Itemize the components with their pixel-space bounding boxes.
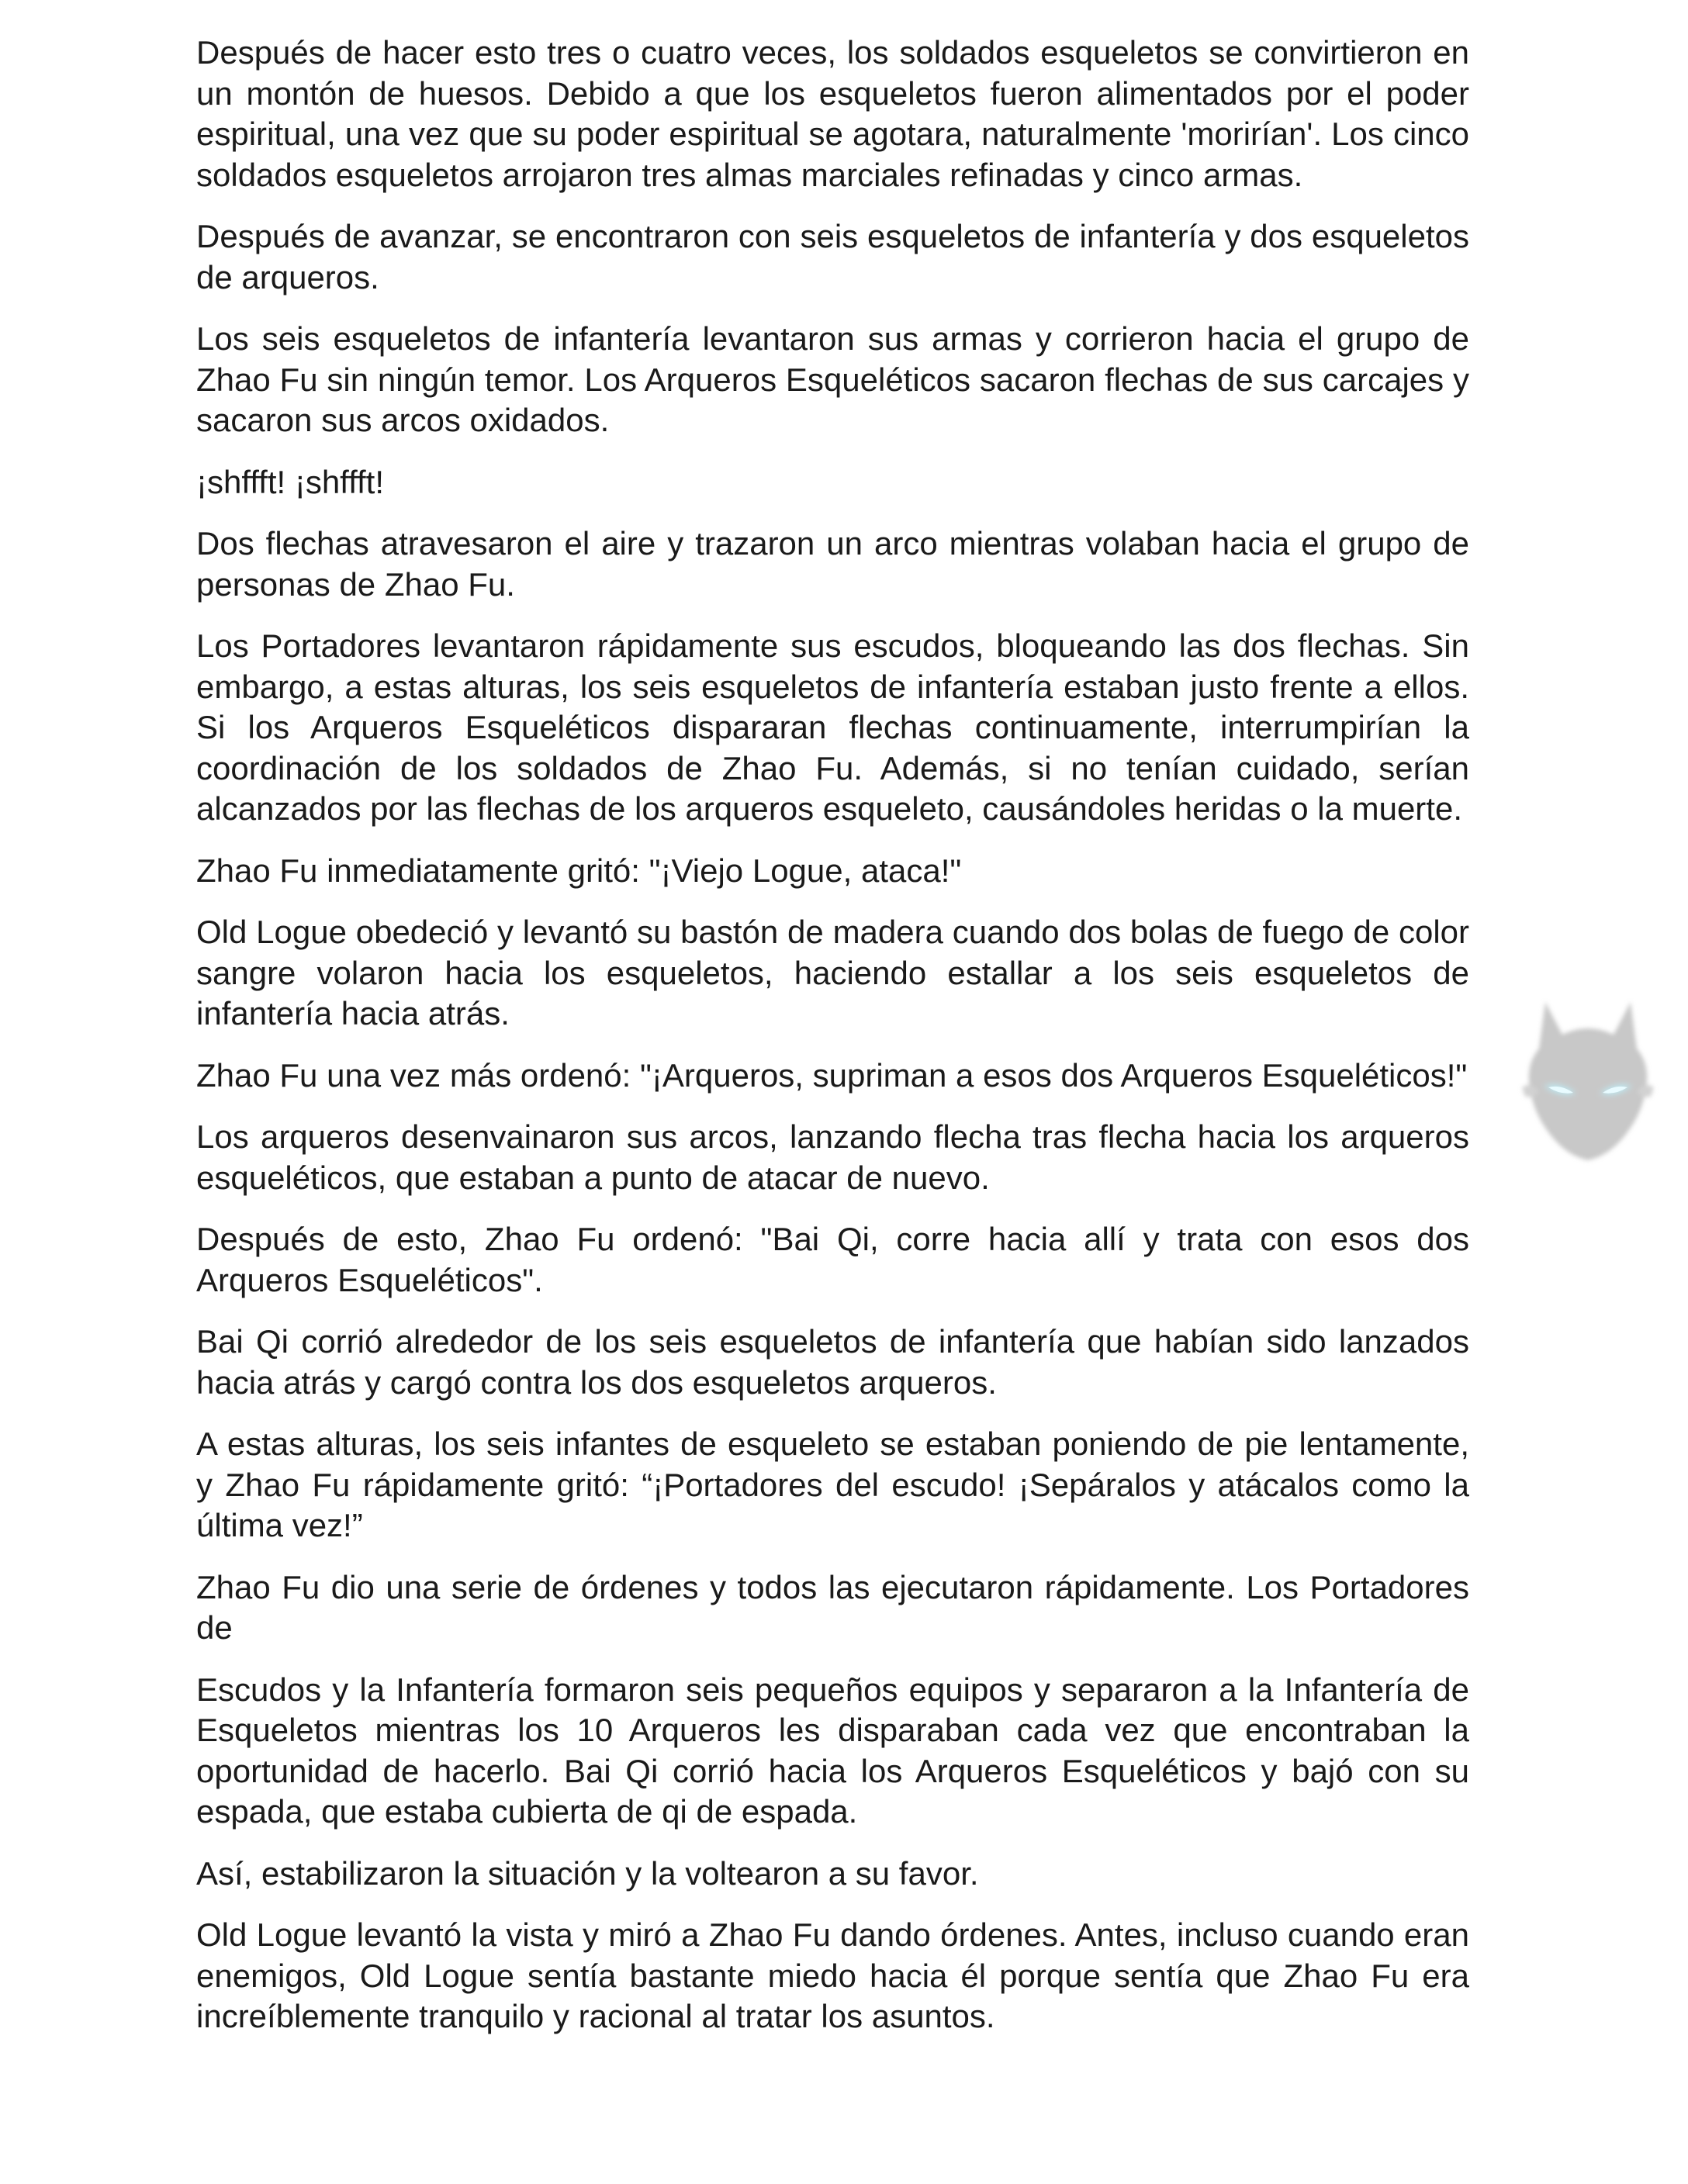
paragraph: Dos flechas atravesaron el aire y trazaron un arco mientras volaban hacia el grupo de personas de Zhao Fu. xyxy=(196,525,1469,603)
paragraph: Los arqueros desenvainaron sus arcos, lanzando flecha tras flecha hacia los arqueros esqueléticos, que estaban a punto de atacar de nuevo. xyxy=(196,1118,1469,1196)
paragraph: Los seis esqueletos de infantería levantaron sus armas y corrieron hacia el grupo de Zhao Fu sin ningún temor. Los Arqueros Esqueléticos sacaron flechas de sus carcajes y sacaron sus arcos oxidados. xyxy=(196,320,1469,438)
paragraph: Zhao Fu dio una serie de órdenes y todos las ejecutaron rápidamente. Los Portadores de xyxy=(196,1568,1469,1646)
paragraph: Escudos y la Infantería formaron seis pequeños equipos y separaron a la Infantería de Esqueletos mientras los 10 Arqueros les disparaban cada vez que encontraban la oportunidad de hacerlo. Bai Qi corrió hacia los Arqueros Esqueléticos y bajó con su espada, que estaba cubierta de qi de espada. xyxy=(196,1671,1469,1830)
paragraph: Zhao Fu inmediatamente gritó: "¡Viejo Logue, ataca!" xyxy=(196,852,962,889)
paragraph: Old Logue obedeció y levantó su bastón de madera cuando dos bolas de fuego de color sangre volaron hacia los esqueletos, haciendo estallar a los seis esqueletos de infantería hacia atrás. xyxy=(196,914,1469,1032)
paragraph: Zhao Fu una vez más ordenó: "¡Arqueros, supriman a esos dos Arqueros Esqueléticos!" xyxy=(196,1056,1468,1094)
paragraph: Bai Qi corrió alrededor de los seis esqueletos de infantería que habían sido lanzados hacia atrás y cargó contra los dos esqueletos arqueros. xyxy=(196,1323,1469,1401)
demon-head-icon xyxy=(1514,994,1662,1173)
paragraph: ¡shffft! ¡shffft! xyxy=(196,463,385,500)
paragraph: Después de esto, Zhao Fu ordenó: "Bai Qi, corre hacia allí y trata con esos dos Arqueros Esqueléticos". xyxy=(196,1221,1469,1298)
paragraph: Así, estabilizaron la situación y la voltearon a su favor. xyxy=(196,1854,979,1892)
paragraph: A estas alturas, los seis infantes de esqueleto se estaban poniendo de pie lentamente, y Zhao Fu rápidamente gritó: “¡Portadores del escudo! ¡Sepáralos y atácalos como la última vez!” xyxy=(196,1425,1469,1543)
paragraph: Después de avanzar, se encontraron con seis esqueletos de infantería y dos esqueletos de arqueros. xyxy=(196,218,1469,295)
paragraph: Old Logue levantó la vista y miró a Zhao Fu dando órdenes. Antes, incluso cuando eran enemigos, Old Logue sentía bastante miedo hacia él porque sentía que Zhao Fu era increíblemente tranquilo y racional al tratar los asuntos. xyxy=(196,1916,1469,2034)
paragraph: Después de hacer esto tres o cuatro veces, los soldados esqueletos se convirtieron en un montón de huesos. Debido a que los esqueletos fueron alimentados por el poder espiritual, una vez que su poder espiritual se agotara, naturalmente 'morirían'. Los cinco soldados esqueletos arrojaron tres almas marciales refinadas y cinco armas. xyxy=(196,34,1469,193)
document-body xyxy=(196,33,1469,2058)
paragraph: Los Portadores levantaron rápidamente sus escudos, bloqueando las dos flechas. Sin embargo, a estas alturas, los seis esqueletos de infantería estaban justo frente a ellos. Si los Arqueros Esqueléticos dispararan flechas continuamente, interrumpirían la coordinación de los soldados de Zhao Fu. Además, si no tenían cuidado, serían alcanzados por las flechas de los arqueros esqueleto, causándoles heridas o la muerte. xyxy=(196,627,1469,827)
